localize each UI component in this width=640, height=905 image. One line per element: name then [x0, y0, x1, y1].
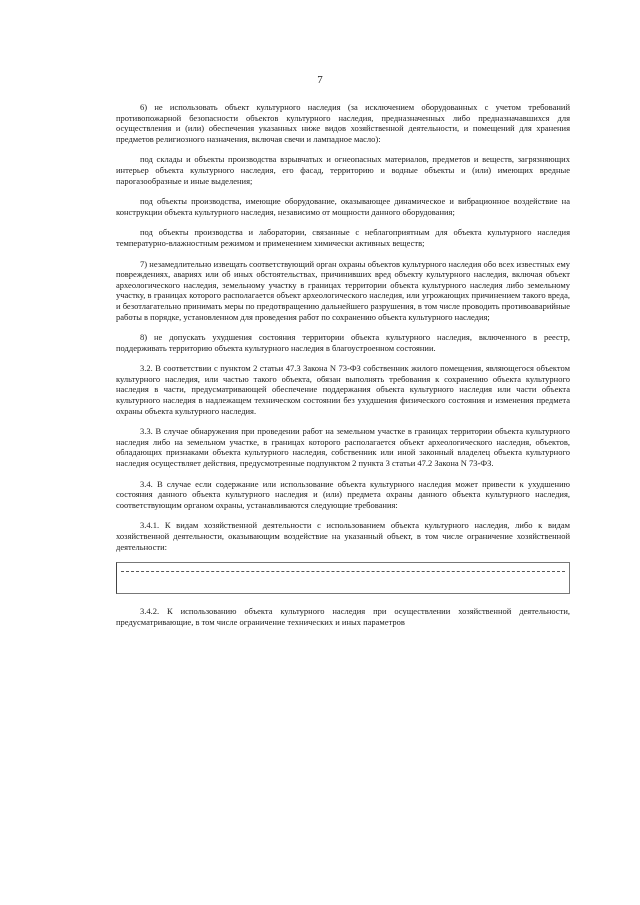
paragraph-3-3: 3.3. В случае обнаружения при проведении работ на земельном участке в границах территории объекта культурного наследия либо на земельном участке, в границах которого располагается объект археологического наследия, объектов, обладающих признаками объекта культурного наследия, собственник или иной законный владелец объекта культурного наследия осуществляет действия, предусмотренные подпунктом 2 пункта 3 статьи 47.2 Закона N 73-ФЗ. — [116, 426, 570, 469]
document-body — [116, 102, 570, 637]
paragraph-6: 6) не использовать объект культурного наследия (за исключением оборудованных с учетом требований противопожарной безопасности объектов культурного наследия, предназначенных либо предназначавшихся для осуществления и (или) обеспечения указанных ниже видов хозяйственной деятельности, и помещений для хранения предметов религиозного назначения, включая свечи и лампадное масло): — [116, 102, 570, 144]
paragraph-3-4-1: 3.4.1. К видам хозяйственной деятельности с использованием объекта культурного наследия, либо к видам хозяйственной деятельности, оказывающим воздействие на указанный объект, в том числе ограничение хозяйственной деятельности: — [116, 520, 570, 552]
dashed-line — [121, 571, 565, 572]
paragraph-7: 7) незамедлительно извещать соответствующий орган охраны объектов культурного наследия обо всех известных ему повреждениях, авариях или об иных обстоятельствах, причинивших вред объекту культурного наследия, включая объект археологического наследия, земельному участку в границах территории объекта культурного наследия либо земельному участку, в границах которого располагается объект археологического наследия, или угрожающих причинением такого вреда, и безотлагательно принимать меры по предотвращению дальнейшего разрушения, в том числе проводить противоаварийные работы в порядке, установленном для проведения работ по сохранению объекта культурного наследия; — [116, 258, 570, 322]
empty-requirements-box — [116, 562, 570, 594]
paragraph-laboratories: под объекты производства и лаборатории, связанные с неблагоприятным для объекта культурного наследия температурно-влажностным режимом и применением химически активных веществ; — [116, 227, 570, 248]
paragraph-3-4: 3.4. В случае если содержание или использование объекта культурного наследия может привести к ухудшению состояния данного объекта культурного наследия и (или) предмета охраны данного объекта культурного наследия, соответствующим органом охраны, устанавливаются следующие требования: — [116, 478, 570, 510]
paragraph-3-2: 3.2. В соответствии с пунктом 2 статьи 47.3 Закона N 73-ФЗ собственник жилого помещения, являющегося объектом культурного наследия, или частью такого объекта, обязан выполнять требования к сохранению объекта культурного наследия в части, предусматривающей обеспечение поддержания объекта культурного наследия или части объекта культурного наследия в надлежащем техническом состоянии без ухудшения физического состояния и изменения предмета охраны объекта культурного наследия. — [116, 363, 570, 416]
paragraph-production-equipment: под объекты производства, имеющие оборудование, оказывающее динамическое и вибрационное воздействие на конструкции объекта культурного наследия, независимо от мощности данного оборудования; — [116, 196, 570, 217]
paragraph-warehouses: под склады и объекты производства взрывчатых и огнеопасных материалов, предметов и веществ, загрязняющих интерьер объекта культурного наследия, его фасад, территорию и водные объекты и (или) имеющих вредные парогазообразные и иные выделения; — [116, 154, 570, 186]
page-number: 7 — [317, 74, 323, 86]
paragraph-8: 8) не допускать ухудшения состояния территории объекта культурного наследия, включенного в реестр, поддерживать территорию объекта культурного наследия в благоустроенном состоянии. — [116, 332, 570, 353]
paragraph-3-4-2: 3.4.2. К использованию объекта культурного наследия при осуществлении хозяйственной деятельности, предусматривающие, в том числе ограничение технических и иных параметров — [116, 606, 570, 627]
